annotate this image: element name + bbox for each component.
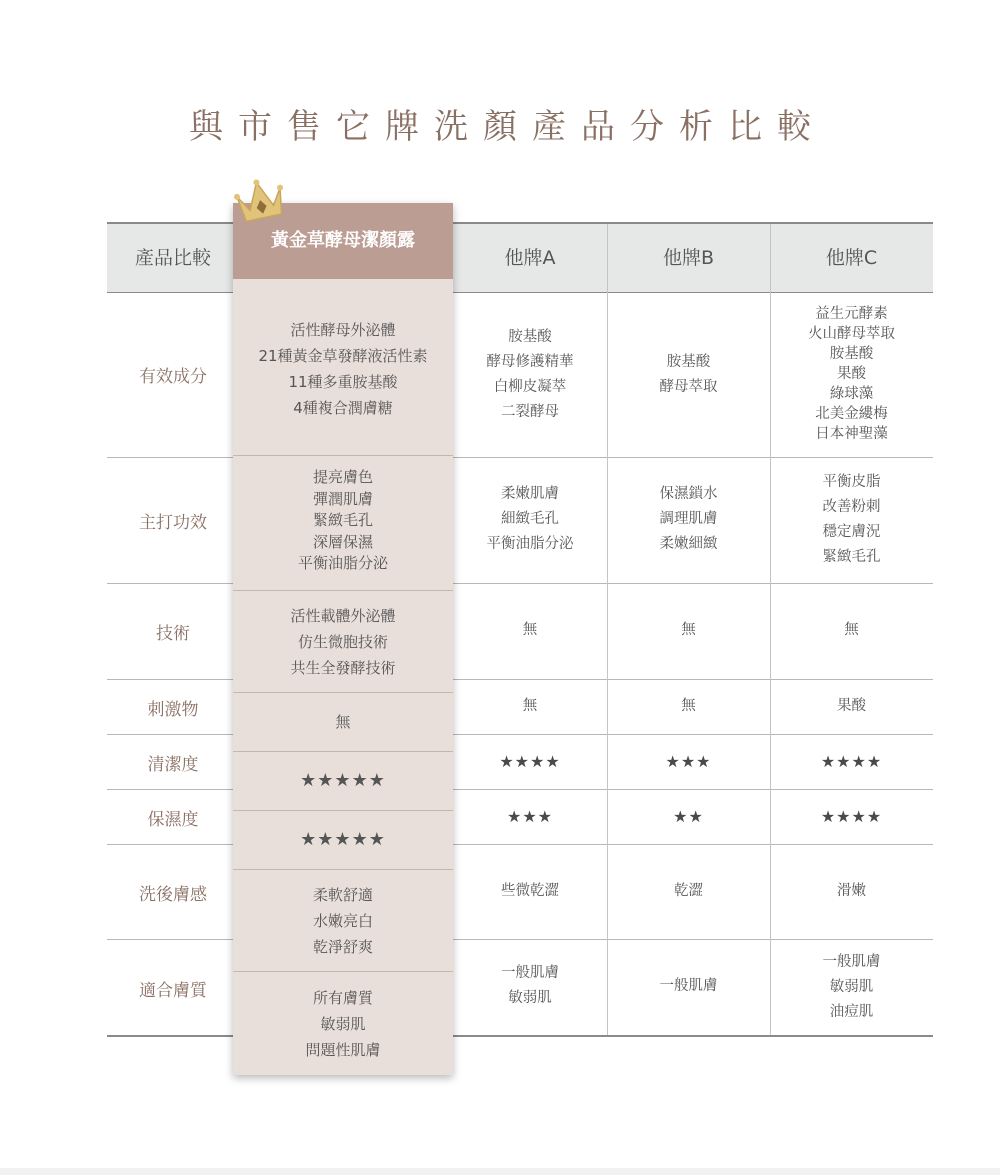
featured-divider	[233, 590, 453, 591]
crown-icon	[233, 178, 289, 226]
row-label-moisturizing: 保濕度	[147, 810, 199, 830]
featured-after-feel: 柔軟舒適 水嫩亮白 乾淨舒爽	[312, 886, 373, 956]
brand-a-irritants: 無	[522, 698, 538, 714]
featured-divider	[233, 971, 453, 972]
featured-irritants: 無	[335, 713, 351, 731]
row-label-irritants: 刺激物	[147, 700, 199, 720]
brand-b-moisturizing-rating: ★★	[673, 807, 704, 826]
brand-a-ingredients: 胺基酸 酵母修護精華 白柳皮凝萃 二裂酵母	[486, 329, 574, 420]
brand-c-irritants: 果酸	[837, 698, 866, 714]
row-label-technology: 技術	[156, 624, 190, 644]
brand-c-after-feel: 滑嫩	[837, 883, 866, 899]
page-bottom-edge	[0, 1168, 1000, 1175]
brand-c-technology: 無	[844, 622, 859, 638]
row-divider	[107, 583, 933, 584]
page-title: 與市售它牌洗顏產品分析比較	[189, 107, 826, 147]
row-divider	[107, 939, 933, 940]
brand-b-technology: 無	[681, 622, 696, 638]
row-label-after-feel: 洗後膚感	[139, 885, 207, 905]
featured-effects: 提亮膚色 彈潤肌膚 緊緻毛孔 深層保濕 平衡油脂分泌	[297, 468, 388, 572]
featured-skin-type: 所有膚質 敏弱肌 問題性肌膚	[305, 989, 381, 1059]
row-divider	[107, 734, 933, 735]
brand-b-effects: 保濕鎖水 調理肌膚 柔嫩細緻	[659, 486, 718, 552]
brand-a-after-feel: 些微乾澀	[501, 883, 559, 899]
brand-c-effects: 平衡皮脂 改善粉刺 穩定膚況 緊緻毛孔	[822, 474, 881, 565]
brand-a-technology: 無	[522, 622, 538, 638]
featured-moisturizing-rating: ★★★★★	[300, 829, 386, 850]
featured-product-name: 黃金草酵母潔顏露	[233, 203, 453, 279]
row-label-cleansing: 清潔度	[147, 755, 199, 775]
row-divider	[107, 789, 933, 790]
featured-divider	[233, 692, 453, 693]
header-brand-b: 他牌B	[662, 247, 715, 269]
featured-cleansing-rating: ★★★★★	[300, 770, 386, 791]
brand-c-moisturizing-rating: ★★★★	[820, 807, 883, 826]
brand-c-ingredients: 益生元酵素 火山酵母萃取 胺基酸 果酸 綠球藻 北美金縷梅 日本神聖藻	[808, 306, 895, 442]
header-corner: 產品比較	[134, 247, 211, 269]
row-divider	[107, 844, 933, 845]
featured-technology: 活性載體外泌體 仿生微胞技術 共生全發酵技術	[290, 607, 396, 677]
brand-b-cleansing-rating: ★★★	[665, 752, 712, 771]
brand-b-after-feel: 乾澀	[674, 883, 703, 899]
featured-divider	[233, 869, 453, 870]
header-brand-c: 他牌C	[825, 247, 878, 269]
featured-divider	[233, 751, 453, 752]
brand-c-skin-type: 一般肌膚 敏弱肌 油痘肌	[822, 954, 881, 1020]
table-header-divider	[107, 292, 933, 293]
header-brand-a: 他牌A	[504, 247, 556, 269]
featured-ingredients: 活性酵母外泌體 21種黃金草發酵液活性素 11種多重胺基酸 4種複合潤膚糖	[258, 321, 428, 417]
row-label-effects: 主打功效	[139, 513, 207, 533]
brand-a-effects: 柔嫩肌膚 細緻毛孔 平衡油脂分泌	[486, 486, 574, 552]
featured-divider	[233, 455, 453, 456]
brand-a-cleansing-rating: ★★★★	[499, 752, 561, 771]
table-bottom-border	[107, 1035, 933, 1037]
row-label-skin-type: 適合膚質	[139, 981, 207, 1001]
brand-c-cleansing-rating: ★★★★	[820, 752, 883, 771]
brand-b-ingredients: 胺基酸 酵母萃取	[659, 354, 718, 395]
row-divider	[107, 457, 933, 458]
featured-divider	[233, 810, 453, 811]
brand-b-irritants: 無	[681, 698, 696, 714]
row-label-ingredients: 有效成分	[139, 367, 207, 387]
brand-a-skin-type: 一般肌膚 敏弱肌	[501, 965, 559, 1006]
brand-a-moisturizing-rating: ★★★	[506, 807, 554, 826]
row-divider	[107, 679, 933, 680]
brand-b-skin-type: 一般肌膚	[659, 978, 718, 994]
